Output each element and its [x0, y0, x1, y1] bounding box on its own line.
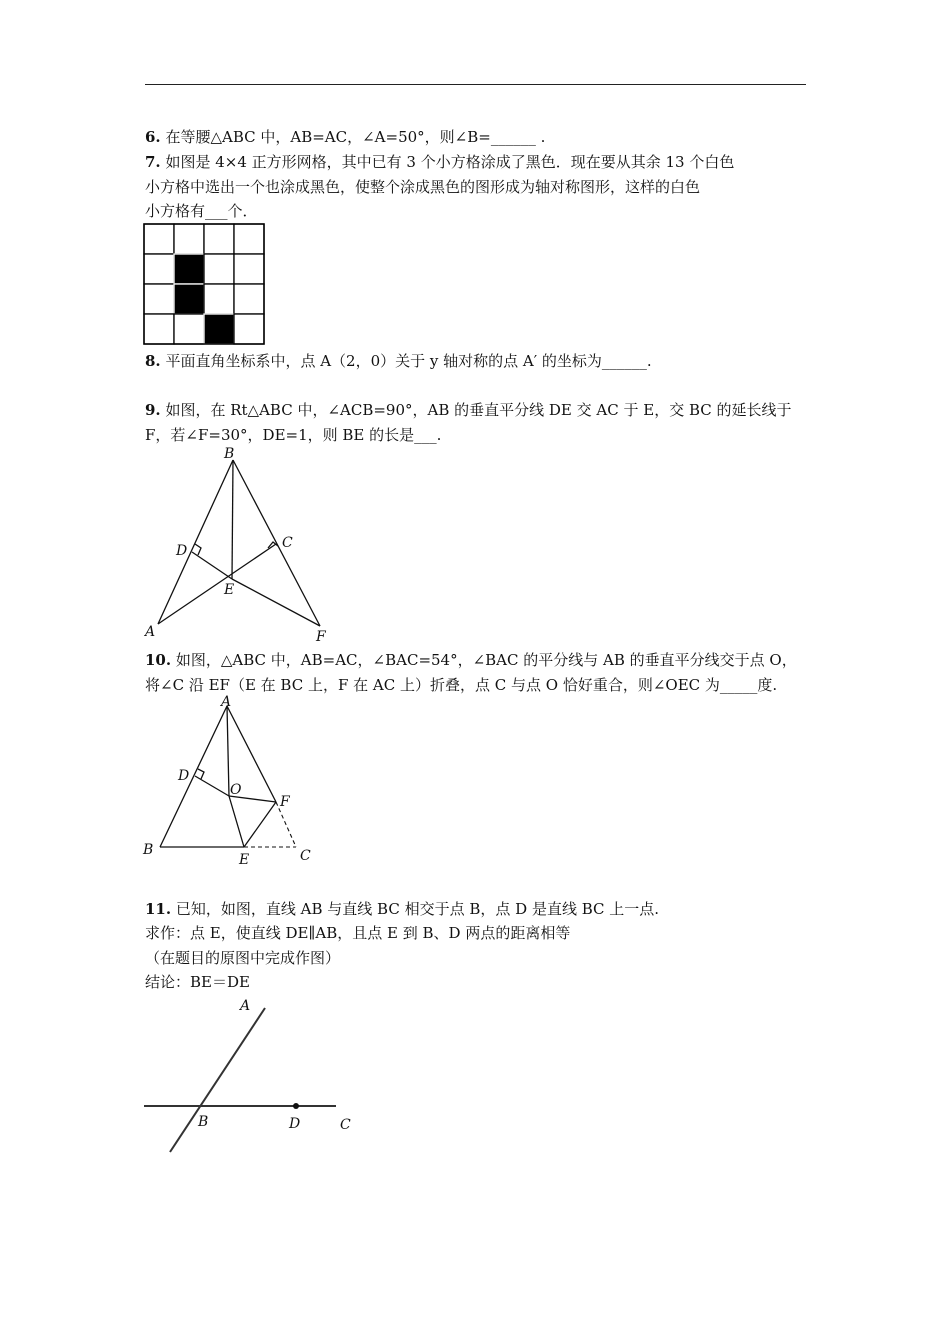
segment-BF: [233, 460, 320, 626]
segment-BE: [232, 460, 233, 579]
header-rule: [145, 84, 806, 85]
question-number: 10.: [145, 651, 172, 669]
grid-cell-white: [174, 314, 204, 344]
label-D: D: [178, 768, 190, 784]
label-C: C: [282, 535, 293, 551]
question-9-line-2: F，若∠F=30°，DE=1，则 BE 的长是___.: [145, 426, 442, 444]
question-number: 6.: [145, 128, 161, 146]
question-9-line-1: [145, 400, 792, 420]
question-11-line-4: 结论：BE＝DE: [145, 973, 250, 991]
label-D: D: [176, 543, 188, 559]
grid-cell-black: [204, 314, 234, 344]
question-11-line-1: [145, 899, 659, 919]
figure-q11: [140, 994, 365, 1159]
label-O: O: [230, 782, 242, 798]
label-B: B: [198, 1114, 209, 1130]
label-F: F: [280, 794, 290, 810]
line-AB: [170, 1008, 265, 1152]
question-text: 已知，如图，直线 AB 与直线 BC 相交于点 B，点 D 是直线 BC 上一点.: [175, 900, 660, 918]
label-A: A: [240, 998, 251, 1014]
label-D: D: [289, 1116, 301, 1132]
grid-cell-white: [234, 254, 264, 284]
label-B: B: [143, 842, 154, 858]
grid-cell-black: [174, 254, 204, 284]
segment-AO: [227, 706, 229, 796]
question-text: 如图，在 Rt△ABC 中，∠ACB=90°，AB 的垂直平分线 DE 交 AC 于 E，交 BC 的延长线于: [165, 401, 792, 419]
label-C: C: [340, 1117, 351, 1133]
label-E: E: [239, 852, 250, 868]
right-angle-mark-D: [198, 769, 204, 779]
question-6: [145, 127, 545, 147]
grid-cell-white: [234, 224, 264, 254]
figure-q10: [140, 692, 330, 870]
label-B: B: [224, 446, 235, 462]
question-text: 平面直角坐标系中，点 A（2，0）关于 y 轴对称的点 A′ 的坐标为______.: [165, 352, 652, 370]
segment-EF: [232, 579, 320, 626]
grid-cell-white: [204, 254, 234, 284]
question-11-line-3: （在题目的原图中完成作图）: [145, 949, 341, 967]
grid-cell-white: [144, 284, 174, 314]
label-F: F: [316, 629, 326, 645]
grid-cell-white: [234, 284, 264, 314]
point-D: [293, 1103, 299, 1109]
grid-cell-white: [234, 314, 264, 344]
question-number: 7.: [145, 153, 161, 171]
question-text: 如图是 4×4 正方形网格，其中已有 3 个小方格涂成了黑色．现在要从其余 13 个白色: [165, 153, 735, 171]
grid-cell-white: [144, 314, 174, 344]
segment-BA: [158, 460, 233, 624]
question-text: 在等腰△ABC 中，AB=AC，∠A=50°，则∠B=______ .: [165, 128, 546, 146]
segment-OE: [229, 796, 244, 847]
question-10-line-1: [145, 650, 797, 670]
segment-DO: [195, 776, 229, 796]
question-7-line-2: 小方格中选出一个也涂成黑色，使整个涂成黑色的图形成为轴对称图形，这样的白色: [145, 178, 701, 196]
question-8: [145, 351, 652, 371]
right-angle-mark-D: [195, 544, 201, 555]
grid-figure: [143, 223, 265, 345]
segment-DE: [192, 552, 232, 579]
label-E: E: [224, 582, 235, 598]
grid-cell-white: [204, 224, 234, 254]
grid-cell-white: [174, 224, 204, 254]
grid-cell-white: [204, 284, 234, 314]
label-A: A: [145, 624, 156, 640]
question-number: 9.: [145, 401, 161, 419]
question-text: 如图，△ABC 中，AB=AC，∠BAC=54°，∠BAC 的平分线与 AB 的垂直平分线交于点 O，: [175, 651, 797, 669]
segment-EF: [244, 802, 276, 847]
question-11-line-2: 求作：点 E，使直线 DE∥AB，且点 E 到 B、D 两点的距离相等: [145, 924, 571, 942]
figure-q9: [140, 442, 340, 648]
grid-cell-white: [144, 224, 174, 254]
grid-cells: [144, 224, 264, 344]
question-number: 11.: [145, 900, 172, 918]
question-7-line-1: [145, 152, 734, 172]
segment-AB: [160, 706, 227, 847]
grid-cell-white: [144, 254, 174, 284]
label-C: C: [300, 848, 311, 864]
question-number: 8.: [145, 352, 161, 370]
label-A: A: [221, 694, 232, 710]
grid-cell-black: [174, 284, 204, 314]
question-10-line-2: 将∠C 沿 EF（E 在 BC 上，F 在 AC 上）折叠，点 C 与点 O 恰好重合，则∠OEC 为_____度.: [145, 676, 778, 694]
question-7-line-3: 小方格有___个．: [145, 202, 258, 220]
